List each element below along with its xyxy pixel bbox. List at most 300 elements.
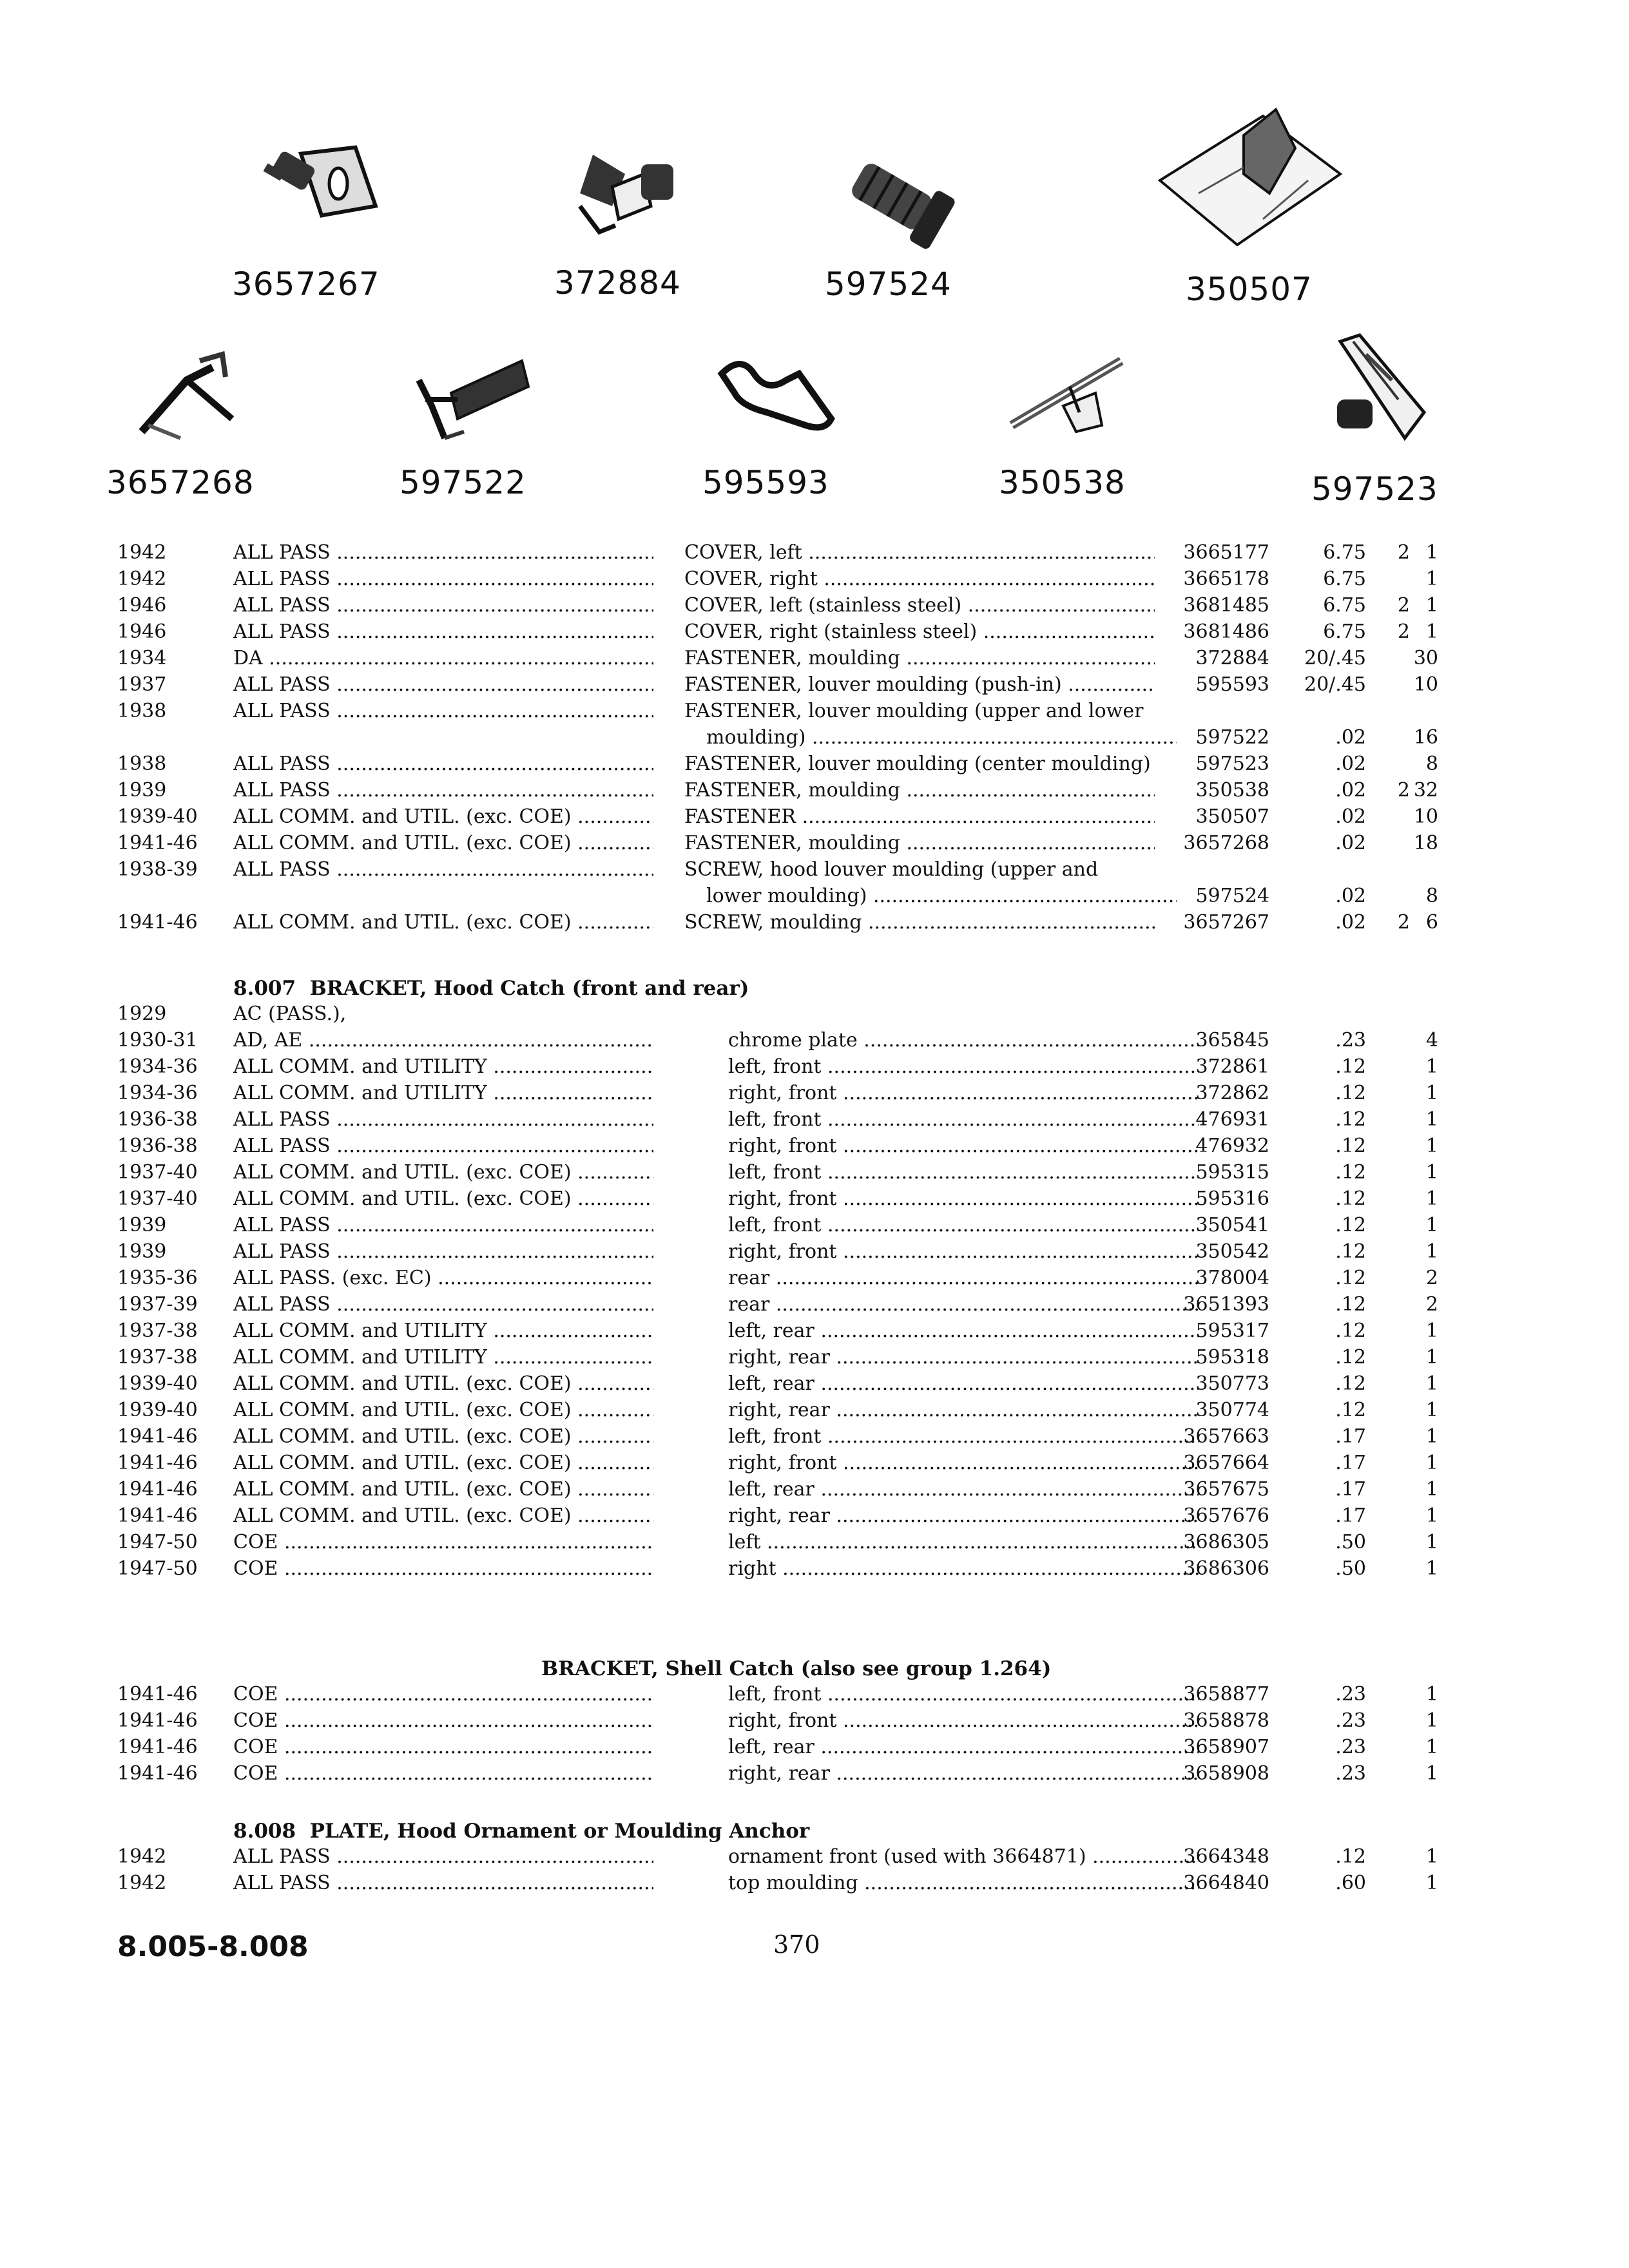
cell-model: AC (PASS.),	[233, 1003, 347, 1025]
cell-model: ALL PASS .....	[233, 1240, 653, 1263]
cell-desc: right, front .....	[728, 1135, 1199, 1157]
cell-desc: top moulding .....	[728, 1872, 1199, 1894]
cell-part: 3665177	[1183, 541, 1269, 564]
cell-model: DA .....	[233, 647, 653, 669]
cell-year: 1937-39	[117, 1293, 198, 1316]
cell-part: 3664348	[1183, 1845, 1269, 1868]
cell-desc: right .....	[728, 1557, 1199, 1580]
cell-year: 1937-40	[117, 1187, 198, 1210]
section-heading-8-008	[233, 1820, 809, 1843]
cell-year: 1936-38	[117, 1108, 198, 1131]
cell-desc: right, front .....	[728, 1452, 1199, 1474]
cell-b: 2	[1425, 1293, 1438, 1316]
table-row	[0, 1399, 1629, 1425]
cell-model: ALL PASS .....	[233, 1214, 653, 1236]
cell-year: 1939	[117, 1240, 167, 1263]
cell-desc: SCREW, moulding .....	[684, 911, 1155, 934]
cell-model: ALL PASS .....	[233, 568, 653, 590]
cell-part: 350774	[1195, 1399, 1269, 1421]
cell-model: ALL COMM. and UTIL. (exc. COE) .....	[233, 1452, 653, 1474]
cell-model: ALL PASS. (exc. EC) .....	[233, 1267, 653, 1289]
table-row	[0, 1055, 1629, 1082]
cell-year: 1938	[117, 753, 167, 775]
cell-part: 3658908	[1183, 1762, 1269, 1785]
cell-b: 30	[1413, 647, 1438, 669]
cell-price: .02	[1335, 911, 1366, 934]
table-row	[0, 1709, 1629, 1736]
cell-b: 1	[1425, 1478, 1438, 1501]
cell-b: 1	[1425, 620, 1438, 643]
figure-595593	[702, 348, 883, 509]
cell-desc: chrome plate .....	[728, 1029, 1199, 1052]
cell-model: ALL COMM. and UTILITY .....	[233, 1082, 653, 1104]
cell-part: 476932	[1195, 1135, 1269, 1157]
cell-part: 3657676	[1183, 1504, 1269, 1527]
cell-part: 3686305	[1183, 1531, 1269, 1553]
cell-price: 6.75	[1323, 594, 1366, 617]
cell-year: 1941-46	[117, 1762, 198, 1785]
cell-a: 2	[1397, 779, 1410, 802]
cell-year: 1941-46	[117, 1709, 198, 1732]
cell-b: 1	[1425, 1135, 1438, 1157]
cell-year: 1930-31	[117, 1029, 198, 1052]
table-row	[0, 541, 1629, 568]
cell-price: .12	[1335, 1399, 1366, 1421]
cell-part: 595317	[1195, 1320, 1269, 1342]
cell-b: 1	[1425, 594, 1438, 617]
cell-b: 1	[1425, 1425, 1438, 1448]
cell-b: 1	[1425, 1082, 1438, 1104]
cell-model: COE .....	[233, 1683, 653, 1706]
cell-year: 1942	[117, 541, 167, 564]
cell-desc: right, front .....	[728, 1240, 1199, 1263]
table-row	[0, 568, 1629, 594]
cell-part: 3651393	[1183, 1293, 1269, 1316]
cell-b: 1	[1425, 1531, 1438, 1553]
figure-number: 597523	[1311, 470, 1438, 508]
cell-year: 1941-46	[117, 1478, 198, 1501]
table-row	[0, 753, 1629, 779]
figure-number: 350507	[1186, 271, 1313, 308]
cell-a: 2	[1397, 541, 1410, 564]
table-row	[0, 1346, 1629, 1372]
cell-year: 1947-50	[117, 1531, 198, 1553]
cell-b: 18	[1413, 832, 1438, 854]
cell-part: 595593	[1195, 673, 1269, 696]
cell-year: 1938-39	[117, 858, 198, 881]
cell-b: 1	[1425, 1320, 1438, 1342]
cell-part: 3681486	[1183, 620, 1269, 643]
figure-350507	[1147, 97, 1366, 316]
cell-price: .60	[1335, 1872, 1366, 1894]
cell-model: COE .....	[233, 1531, 653, 1553]
cell-part: 3657663	[1183, 1425, 1269, 1448]
cell-desc: FASTENER, louver moulding (center moulding) .....	[684, 753, 1155, 775]
cell-desc: right, rear .....	[728, 1346, 1199, 1369]
pivot-clip-icon	[1302, 329, 1469, 457]
table-row	[0, 1872, 1629, 1898]
twist-fastener-icon	[554, 135, 709, 264]
cell-desc: SCREW, hood louver moulding (upper and	[684, 858, 1099, 881]
table-row	[0, 1531, 1629, 1557]
cell-desc: right, front .....	[728, 1709, 1199, 1732]
table-row	[0, 858, 1629, 885]
cell-part: 350541	[1195, 1214, 1269, 1236]
table-row	[0, 673, 1629, 700]
square-clip-icon	[232, 116, 425, 264]
cell-model: COE .....	[233, 1736, 653, 1758]
cell-year: 1946	[117, 620, 167, 643]
cell-price: 20/.45	[1304, 647, 1366, 669]
cell-part: 3665178	[1183, 568, 1269, 590]
cell-part: 597524	[1195, 885, 1269, 907]
cell-price: .02	[1335, 726, 1366, 749]
cell-price: 6.75	[1323, 541, 1366, 564]
cell-model: ALL COMM. and UTIL. (exc. COE) .....	[233, 1504, 653, 1527]
cell-b: 6	[1425, 911, 1438, 934]
cell-model: COE .....	[233, 1762, 653, 1785]
cell-year: 1937	[117, 673, 167, 696]
cell-part: 3658877	[1183, 1683, 1269, 1706]
cell-year: 1941-46	[117, 1452, 198, 1474]
cell-a: 2	[1397, 911, 1410, 934]
cell-year: 1941-46	[117, 911, 198, 934]
cell-part: 597522	[1195, 726, 1269, 749]
figure-372884	[554, 135, 709, 309]
cell-desc: FASTENER, louver moulding (upper and lower	[684, 700, 1144, 722]
cell-b: 16	[1413, 726, 1438, 749]
cell-desc: FASTENER .....	[684, 805, 1155, 828]
cell-b: 1	[1425, 1346, 1438, 1369]
sheet-clip-icon	[1147, 97, 1366, 271]
cell-part: 378004	[1195, 1267, 1269, 1289]
cell-part: 350507	[1195, 805, 1269, 828]
section-range: 8.005-8.008	[117, 1930, 309, 1963]
cell-b: 1	[1425, 1240, 1438, 1263]
cell-year: 1941-46	[117, 1425, 198, 1448]
cell-year: 1934-36	[117, 1082, 198, 1104]
cell-year: 1937-38	[117, 1346, 198, 1369]
table-row	[0, 1240, 1629, 1267]
cell-price: .12	[1335, 1293, 1366, 1316]
cell-desc: left, front .....	[728, 1214, 1199, 1236]
figure-number: 3657268	[106, 464, 255, 501]
cell-price: .23	[1335, 1029, 1366, 1052]
cell-desc: right, rear .....	[728, 1399, 1199, 1421]
table-row	[0, 1683, 1629, 1709]
cell-b: 1	[1425, 1504, 1438, 1527]
cell-part: 476931	[1195, 1108, 1269, 1131]
cell-b: 1	[1425, 1055, 1438, 1078]
cell-desc: COVER, left (stainless steel) .....	[684, 594, 1155, 617]
section-number: 8.007	[233, 977, 296, 1000]
table-row	[0, 1372, 1629, 1399]
table-row	[0, 1029, 1629, 1055]
cell-part: 3657664	[1183, 1452, 1269, 1474]
table-row	[0, 1214, 1629, 1240]
cell-year: 1937-38	[117, 1320, 198, 1342]
cell-price: .23	[1335, 1683, 1366, 1706]
cell-model: ALL PASS .....	[233, 1108, 653, 1131]
cell-desc: left, rear .....	[728, 1320, 1199, 1342]
cell-price: .12	[1335, 1135, 1366, 1157]
cell-desc: COVER, right (stainless steel) .....	[684, 620, 1155, 643]
table-row	[0, 1135, 1629, 1161]
cell-desc: left, front .....	[728, 1683, 1199, 1706]
cell-price: .02	[1335, 832, 1366, 854]
figure-350538	[992, 341, 1173, 509]
cell-desc: FASTENER, moulding .....	[684, 832, 1155, 854]
cell-b: 1	[1425, 1557, 1438, 1580]
cell-year: 1934	[117, 647, 167, 669]
cell-part: 595316	[1195, 1187, 1269, 1210]
cell-desc: left, front .....	[728, 1161, 1199, 1184]
cell-b: 1	[1425, 1187, 1438, 1210]
cell-price: .12	[1335, 1267, 1366, 1289]
cell-model: COE .....	[233, 1557, 653, 1580]
table-row	[0, 1267, 1629, 1293]
figure-number: 350538	[999, 464, 1126, 501]
cell-model: ALL COMM. and UTIL. (exc. COE) .....	[233, 1399, 653, 1421]
figure-number: 597524	[825, 265, 952, 303]
cell-part: 350542	[1195, 1240, 1269, 1263]
cell-model: COE .....	[233, 1709, 653, 1732]
spring-fastener-icon	[103, 341, 296, 451]
cell-part: 597523	[1195, 753, 1269, 775]
cell-year: 1939-40	[117, 1399, 198, 1421]
cell-price: .50	[1335, 1557, 1366, 1580]
cell-part: 372861	[1195, 1055, 1269, 1078]
figure-number: 372884	[554, 264, 681, 302]
cell-price: .12	[1335, 1845, 1366, 1868]
section-heading-shell-catch	[541, 1657, 1051, 1680]
figure-number: 595593	[702, 464, 829, 501]
cell-model: ALL COMM. and UTILITY .....	[233, 1055, 653, 1078]
cell-price: .02	[1335, 779, 1366, 802]
cell-b: 1	[1425, 1709, 1438, 1732]
table-row	[0, 911, 1629, 937]
cell-part: 3658907	[1183, 1736, 1269, 1758]
cell-price: .12	[1335, 1187, 1366, 1210]
cell-price: .12	[1335, 1055, 1366, 1078]
cell-b: 1	[1425, 1452, 1438, 1474]
cell-model: ALL PASS .....	[233, 1293, 653, 1316]
cell-model: ALL COMM. and UTIL. (exc. COE) .....	[233, 1161, 653, 1184]
figure-3657268	[103, 341, 296, 509]
cell-b: 1	[1425, 1872, 1438, 1894]
cell-year: 1936-38	[117, 1135, 198, 1157]
cell-b: 1	[1425, 1845, 1438, 1868]
table-row	[0, 647, 1629, 673]
cell-desc: FASTENER, moulding .....	[684, 779, 1155, 802]
cell-year: 1941-46	[117, 1736, 198, 1758]
table-row	[0, 1187, 1629, 1214]
cell-price: .17	[1335, 1504, 1366, 1527]
cell-model: ALL PASS .....	[233, 620, 653, 643]
cell-model: ALL COMM. and UTILITY .....	[233, 1320, 653, 1342]
cell-part: 3664840	[1183, 1872, 1269, 1894]
cell-price: .23	[1335, 1762, 1366, 1785]
cell-b: 1	[1425, 1161, 1438, 1184]
cell-year: 1947-50	[117, 1557, 198, 1580]
cell-desc: lower moulding) .....	[706, 885, 1177, 907]
section-title: PLATE, Hood Ornament or Moulding Anchor	[309, 1820, 810, 1843]
wire-clip-icon	[702, 348, 883, 451]
cell-price: .12	[1335, 1320, 1366, 1342]
cell-price: .12	[1335, 1240, 1366, 1263]
table-row	[0, 779, 1629, 805]
cell-price: .12	[1335, 1346, 1366, 1369]
cell-model: ALL PASS .....	[233, 594, 653, 617]
table-row	[0, 700, 1629, 726]
cell-part: 595315	[1195, 1161, 1269, 1184]
cell-year: 1934-36	[117, 1055, 198, 1078]
cell-year: 1941-46	[117, 1683, 198, 1706]
cell-model: ALL PASS .....	[233, 673, 653, 696]
cell-price: .17	[1335, 1425, 1366, 1448]
cell-desc: moulding) .....	[706, 726, 1177, 749]
cell-desc: left, rear .....	[728, 1372, 1199, 1395]
table-row	[0, 594, 1629, 620]
cell-model: ALL COMM. and UTILITY .....	[233, 1346, 653, 1369]
cell-b: 32	[1413, 779, 1438, 802]
cell-b: 1	[1425, 1214, 1438, 1236]
cell-b: 2	[1425, 1267, 1438, 1289]
cell-model: ALL PASS .....	[233, 541, 653, 564]
cell-model: ALL PASS .....	[233, 1135, 653, 1157]
cell-a: 2	[1397, 594, 1410, 617]
cell-price: 20/.45	[1304, 673, 1366, 696]
cell-year: 1942	[117, 1872, 167, 1894]
cell-b: 1	[1425, 1372, 1438, 1395]
cell-b: 1	[1425, 1736, 1438, 1758]
cell-part: 3657267	[1183, 911, 1269, 934]
cell-b: 1	[1425, 568, 1438, 590]
section-number: 8.008	[233, 1820, 296, 1843]
cell-price: .12	[1335, 1372, 1366, 1395]
cell-part: 3658878	[1183, 1709, 1269, 1732]
figure-number: 3657267	[232, 265, 380, 303]
table-row	[0, 1504, 1629, 1531]
cell-part: 595318	[1195, 1346, 1269, 1369]
cell-price: .12	[1335, 1161, 1366, 1184]
cell-model: ALL PASS .....	[233, 858, 653, 881]
cell-price: .02	[1335, 885, 1366, 907]
cell-year: 1938	[117, 700, 167, 722]
section-title: BRACKET, Hood Catch (front and rear)	[309, 977, 749, 1000]
cell-year: 1942	[117, 1845, 167, 1868]
cell-year: 1935-36	[117, 1267, 198, 1289]
cell-a: 2	[1397, 620, 1410, 643]
figure-597522	[387, 341, 580, 509]
cell-price: .17	[1335, 1478, 1366, 1501]
cell-desc: right, rear .....	[728, 1762, 1199, 1785]
cell-desc: ornament front (used with 3664871) .....	[728, 1845, 1199, 1868]
cell-b: 10	[1413, 805, 1438, 828]
strip-clip-icon	[992, 341, 1173, 451]
table-row	[0, 1320, 1629, 1346]
table-row	[0, 1736, 1629, 1762]
cell-b: 4	[1425, 1029, 1438, 1052]
cell-model: ALL COMM. and UTIL. (exc. COE) .....	[233, 911, 653, 934]
cell-b: 8	[1425, 753, 1438, 775]
cell-model: ALL COMM. and UTIL. (exc. COE) .....	[233, 832, 653, 854]
cell-part: 3686306	[1183, 1557, 1269, 1580]
cell-model: ALL PASS .....	[233, 1872, 653, 1894]
cell-desc: FASTENER, moulding .....	[684, 647, 1155, 669]
cell-year: 1939	[117, 1214, 167, 1236]
cell-desc: COVER, left .....	[684, 541, 1155, 564]
cell-part: 350773	[1195, 1372, 1269, 1395]
cell-year: 1939	[117, 779, 167, 802]
table-row	[0, 1108, 1629, 1135]
cell-year: 1939-40	[117, 805, 198, 828]
table-row	[0, 1557, 1629, 1584]
cell-price: .12	[1335, 1214, 1366, 1236]
cell-desc: left .....	[728, 1531, 1199, 1553]
cell-year: 1941-46	[117, 832, 198, 854]
cell-price: .12	[1335, 1108, 1366, 1131]
cell-model: ALL PASS .....	[233, 753, 653, 775]
cell-model: ALL PASS .....	[233, 700, 653, 722]
cell-model: ALL COMM. and UTIL. (exc. COE) .....	[233, 1187, 653, 1210]
table-row	[0, 1425, 1629, 1452]
cell-year: 1942	[117, 568, 167, 590]
cell-b: 1	[1425, 1399, 1438, 1421]
cell-price: .02	[1335, 805, 1366, 828]
cell-part: 365845	[1195, 1029, 1269, 1052]
cell-part: 372862	[1195, 1082, 1269, 1104]
cell-b: 1	[1425, 1762, 1438, 1785]
section-title: BRACKET, Shell Catch (also see group 1.264)	[541, 1657, 1052, 1680]
table-row	[0, 1478, 1629, 1504]
figure-597524	[825, 148, 992, 309]
cell-model: ALL COMM. and UTIL. (exc. COE) .....	[233, 1425, 653, 1448]
cell-desc: right, front .....	[728, 1082, 1199, 1104]
cell-model: ALL COMM. and UTIL. (exc. COE) .....	[233, 1372, 653, 1395]
cell-price: .23	[1335, 1709, 1366, 1732]
table-row	[0, 1452, 1629, 1478]
cell-desc: FASTENER, louver moulding (push-in) .....	[684, 673, 1155, 696]
table-row	[0, 885, 1629, 911]
cell-b: 1	[1425, 1683, 1438, 1706]
cell-price: .02	[1335, 753, 1366, 775]
table-row	[0, 1003, 1629, 1029]
cell-b: 10	[1413, 673, 1438, 696]
cell-desc: left, front .....	[728, 1055, 1199, 1078]
cell-desc: rear .....	[728, 1267, 1199, 1289]
cell-year: 1941-46	[117, 1504, 198, 1527]
figure-3657267	[232, 116, 425, 309]
cell-part: 3657268	[1183, 832, 1269, 854]
cell-model: ALL COMM. and UTIL. (exc. COE) .....	[233, 805, 653, 828]
table-row	[0, 726, 1629, 753]
cell-price: .12	[1335, 1082, 1366, 1104]
cell-desc: right, front .....	[728, 1187, 1199, 1210]
cell-desc: COVER, right .....	[684, 568, 1155, 590]
table-row	[0, 620, 1629, 647]
table-row	[0, 1293, 1629, 1320]
cell-model: ALL COMM. and UTIL. (exc. COE) .....	[233, 1478, 653, 1501]
cell-desc: left, front .....	[728, 1108, 1199, 1131]
cell-model: ALL PASS .....	[233, 1845, 653, 1868]
page-number: 370	[773, 1930, 820, 1959]
section-heading-8-007	[233, 977, 749, 1000]
table-row	[0, 1845, 1629, 1872]
cell-b: 1	[1425, 1108, 1438, 1131]
cell-price: 6.75	[1323, 620, 1366, 643]
cell-year: 1946	[117, 594, 167, 617]
